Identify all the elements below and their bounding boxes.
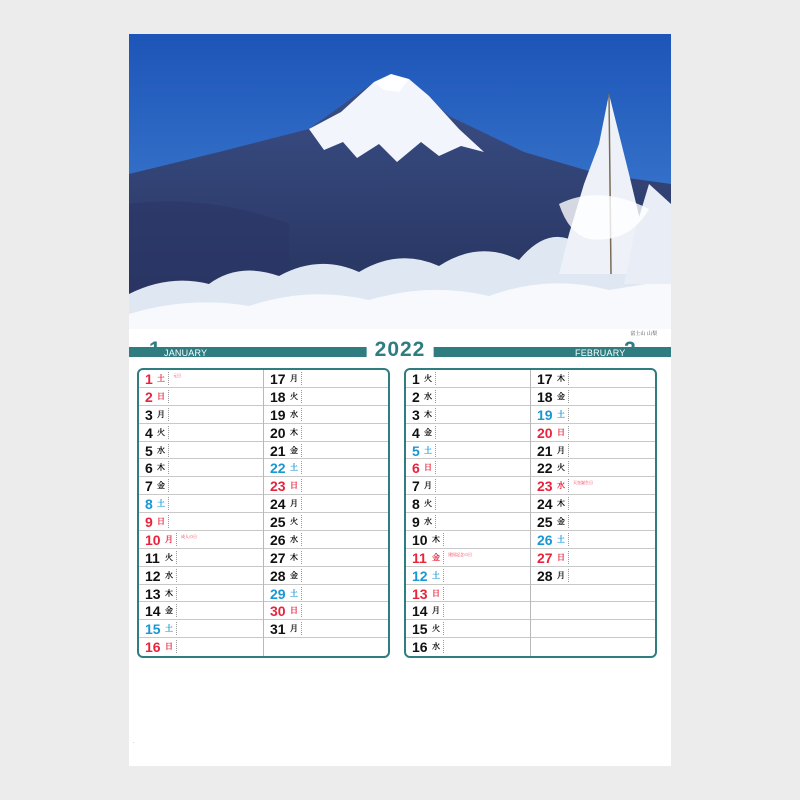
weekday-label: 木 — [165, 588, 173, 598]
february-column-2 — [531, 370, 655, 656]
day-row — [406, 477, 530, 495]
day-number: 28 — [537, 567, 553, 584]
rokuyo-marks — [301, 461, 304, 474]
day-number: 11 — [412, 549, 427, 566]
day-row — [531, 495, 655, 513]
day-row — [406, 495, 530, 513]
rokuyo-marks — [568, 461, 571, 474]
day-row — [139, 424, 263, 442]
weekday-label: 土 — [424, 445, 432, 455]
day-row — [406, 459, 530, 477]
day-number: 26 — [537, 531, 553, 548]
day-row — [139, 388, 263, 406]
weekday-label: 月 — [290, 499, 298, 509]
day-number: 15 — [145, 621, 161, 638]
day-row — [264, 513, 388, 531]
day-number: 5 — [145, 442, 153, 459]
day-row — [264, 495, 388, 513]
rokuyo-marks — [168, 426, 171, 439]
rokuyo-marks — [301, 533, 304, 546]
weekday-label: 火 — [165, 552, 173, 562]
rokuyo-marks — [176, 640, 179, 653]
weekday-label: 土 — [157, 499, 165, 509]
day-number: 14 — [145, 603, 161, 620]
day-row — [406, 424, 530, 442]
weekday-label: 日 — [557, 427, 565, 437]
day-number: 14 — [412, 603, 428, 620]
weekday-label: 木 — [557, 499, 565, 509]
day-row — [264, 459, 388, 477]
photo-caption: 富士山 山梨 — [630, 331, 657, 337]
weekday-label: 水 — [557, 481, 565, 491]
rokuyo-marks — [301, 372, 304, 385]
day-row — [139, 477, 263, 495]
weekday-label: 土 — [165, 624, 173, 634]
holiday-note: 成人の日 — [181, 533, 197, 539]
weekday-label: 水 — [424, 391, 432, 401]
weekday-label: 月 — [165, 534, 173, 544]
day-number: 11 — [145, 549, 160, 566]
day-number: 2 — [145, 388, 153, 405]
rokuyo-marks — [568, 569, 571, 582]
rokuyo-marks — [435, 426, 438, 439]
rokuyo-marks — [176, 604, 179, 617]
rokuyo-marks — [568, 479, 571, 492]
rokuyo-marks — [443, 622, 446, 635]
weekday-label: 金 — [290, 570, 298, 580]
day-row — [139, 370, 263, 388]
rokuyo-marks — [301, 622, 304, 635]
day-number: 8 — [412, 496, 420, 513]
weekday-label: 金 — [157, 481, 165, 491]
day-row — [531, 638, 655, 656]
weekday-label: 月 — [557, 445, 565, 455]
weekday-label: 火 — [432, 624, 440, 634]
day-row — [264, 549, 388, 567]
weekday-label: 月 — [424, 481, 432, 491]
weekday-label: 水 — [165, 570, 173, 580]
rokuyo-marks — [568, 426, 571, 439]
day-number: 10 — [412, 531, 428, 548]
day-number: 20 — [537, 424, 553, 441]
weekday-label: 日 — [557, 552, 565, 562]
weekday-label: 日 — [432, 588, 440, 598]
day-number: 26 — [270, 531, 286, 548]
day-row — [531, 424, 655, 442]
day-row — [531, 370, 655, 388]
day-row — [264, 602, 388, 620]
day-row — [406, 585, 530, 603]
day-row — [406, 638, 530, 656]
day-row — [139, 620, 263, 638]
weekday-label: 月 — [432, 606, 440, 616]
day-row — [531, 531, 655, 549]
day-row — [264, 585, 388, 603]
rokuyo-marks — [568, 533, 571, 546]
day-number: 18 — [537, 388, 553, 405]
rokuyo-marks — [568, 372, 571, 385]
day-number: 2 — [412, 388, 420, 405]
rokuyo-marks — [168, 461, 171, 474]
weekday-label: 水 — [157, 445, 165, 455]
rokuyo-marks — [435, 479, 438, 492]
mountain-landscape-image — [129, 34, 671, 329]
rokuyo-marks — [301, 551, 304, 564]
weekday-label: 日 — [157, 517, 165, 526]
day-row — [139, 406, 263, 424]
weekday-label: 土 — [557, 409, 565, 419]
rokuyo-marks — [168, 479, 171, 492]
weekday-label: 火 — [290, 517, 298, 526]
rokuyo-marks — [176, 551, 179, 564]
day-row — [406, 620, 530, 638]
rokuyo-marks — [301, 604, 304, 617]
day-number: 21 — [270, 442, 286, 459]
day-row — [139, 602, 263, 620]
day-row — [139, 549, 263, 567]
day-row — [406, 531, 530, 549]
day-row — [406, 406, 530, 424]
day-row — [531, 477, 655, 495]
rokuyo-marks — [176, 622, 179, 635]
rokuyo-marks — [168, 372, 171, 385]
day-number: 25 — [537, 514, 553, 530]
day-row — [406, 370, 530, 388]
day-row — [531, 585, 655, 603]
weekday-label: 火 — [157, 427, 165, 437]
rokuyo-marks — [176, 569, 179, 582]
right-month-number: 2 — [624, 338, 636, 361]
day-row — [139, 531, 263, 549]
day-row — [264, 477, 388, 495]
day-row — [139, 459, 263, 477]
rokuyo-marks — [301, 587, 304, 600]
rokuyo-marks — [301, 479, 304, 492]
weekday-label: 火 — [424, 499, 432, 509]
day-number: 31 — [270, 621, 286, 638]
rokuyo-marks — [568, 444, 571, 457]
weekday-label: 火 — [424, 374, 432, 383]
rokuyo-marks — [435, 444, 438, 457]
day-number: 4 — [145, 424, 153, 441]
day-row — [531, 406, 655, 424]
weekday-label: 月 — [290, 624, 298, 634]
weekday-label: 金 — [557, 517, 565, 526]
day-number: 16 — [145, 639, 161, 656]
weekday-label: 火 — [290, 391, 298, 401]
weekday-label: 木 — [290, 552, 298, 562]
day-row — [531, 442, 655, 460]
rokuyo-marks — [443, 533, 446, 546]
day-number: 27 — [537, 549, 553, 566]
day-number: 1 — [412, 371, 420, 387]
day-row — [264, 370, 388, 388]
rokuyo-marks — [443, 569, 446, 582]
day-row — [139, 513, 263, 531]
day-number: 9 — [412, 514, 420, 530]
day-number: 17 — [270, 371, 286, 387]
rokuyo-marks — [168, 408, 171, 421]
day-number: 5 — [412, 442, 420, 459]
day-row — [264, 638, 388, 656]
weekday-label: 水 — [290, 409, 298, 419]
day-row — [531, 513, 655, 531]
day-number: 12 — [145, 567, 161, 584]
day-number: 7 — [145, 478, 153, 495]
day-row — [531, 459, 655, 477]
weekday-label: 月 — [290, 374, 298, 383]
day-row — [406, 549, 530, 567]
day-row — [406, 513, 530, 531]
weekday-label: 火 — [557, 463, 565, 473]
day-row — [139, 442, 263, 460]
day-row — [264, 388, 388, 406]
weekday-label: 木 — [424, 409, 432, 419]
month-header-band — [129, 338, 671, 360]
holiday-note: 天皇誕生日 — [573, 480, 593, 486]
rokuyo-marks — [568, 551, 571, 564]
weekday-label: 木 — [557, 374, 565, 383]
january-grid — [137, 368, 390, 658]
day-number: 23 — [270, 478, 286, 495]
rokuyo-marks — [443, 551, 446, 564]
day-number: 29 — [270, 585, 286, 602]
weekday-label: 日 — [165, 642, 173, 652]
rokuyo-marks — [435, 515, 438, 528]
day-number: 19 — [270, 406, 286, 423]
day-number: 23 — [537, 478, 553, 495]
day-number: 16 — [412, 639, 428, 656]
day-row — [139, 585, 263, 603]
rokuyo-marks — [168, 390, 171, 403]
weekday-label: 金 — [290, 445, 298, 455]
day-number: 24 — [537, 496, 553, 513]
weekday-label: 土 — [157, 374, 165, 383]
weekday-label: 月 — [557, 570, 565, 580]
rokuyo-marks — [176, 587, 179, 600]
weekday-label: 水 — [290, 534, 298, 544]
rokuyo-marks — [301, 515, 304, 528]
day-row — [139, 495, 263, 513]
day-row — [406, 442, 530, 460]
right-month-name: FEBRUARY — [575, 348, 626, 358]
day-number: 17 — [537, 371, 553, 387]
day-number: 1 — [145, 371, 153, 387]
day-number: 24 — [270, 496, 286, 513]
rokuyo-marks — [168, 497, 171, 510]
weekday-label: 水 — [432, 642, 440, 652]
day-number: 18 — [270, 388, 286, 405]
day-number: 8 — [145, 496, 153, 513]
day-row — [531, 549, 655, 567]
weekday-label: 日 — [290, 481, 298, 491]
rokuyo-marks — [168, 515, 171, 528]
day-number: 3 — [145, 406, 153, 423]
day-number: 21 — [537, 442, 553, 459]
rokuyo-marks — [435, 497, 438, 510]
rokuyo-marks — [443, 640, 446, 653]
day-row — [531, 620, 655, 638]
day-row — [264, 620, 388, 638]
day-number: 15 — [412, 621, 428, 638]
weekday-label: 日 — [424, 463, 432, 473]
rokuyo-marks — [568, 390, 571, 403]
mount-fuji-photo — [129, 34, 671, 329]
day-number: 22 — [537, 460, 553, 477]
weekday-label: 水 — [424, 517, 432, 526]
february-column-1 — [406, 370, 531, 656]
rokuyo-marks — [176, 533, 179, 546]
page-mark: · — [133, 740, 135, 746]
rokuyo-marks — [301, 444, 304, 457]
january-column-2 — [264, 370, 388, 656]
february-grid — [404, 368, 657, 658]
day-number: 13 — [412, 585, 428, 602]
holiday-note: 建国記念の日 — [448, 551, 472, 557]
weekday-label: 金 — [557, 391, 565, 401]
weekday-label: 土 — [557, 534, 565, 544]
rokuyo-marks — [443, 604, 446, 617]
rokuyo-marks — [443, 587, 446, 600]
left-month-number: 1 — [149, 338, 161, 361]
day-number: 6 — [412, 460, 420, 477]
rokuyo-marks — [568, 408, 571, 421]
january-column-1 — [139, 370, 264, 656]
day-row — [139, 638, 263, 656]
weekday-label: 土 — [290, 588, 298, 598]
weekday-label: 日 — [157, 391, 165, 401]
day-number: 12 — [412, 567, 428, 584]
calendar-sheet — [129, 34, 671, 766]
rokuyo-marks — [568, 497, 571, 510]
rokuyo-marks — [568, 515, 571, 528]
day-row — [264, 424, 388, 442]
weekday-label: 月 — [157, 409, 165, 419]
weekday-label: 日 — [290, 606, 298, 616]
weekday-label: 金 — [432, 552, 440, 562]
day-number: 13 — [145, 585, 161, 602]
rokuyo-marks — [435, 408, 438, 421]
day-row — [406, 388, 530, 406]
weekday-label: 金 — [424, 427, 432, 437]
day-row — [531, 567, 655, 585]
day-row — [406, 567, 530, 585]
day-number: 9 — [145, 514, 153, 530]
day-number: 22 — [270, 460, 286, 477]
day-number: 6 — [145, 460, 153, 477]
day-number: 25 — [270, 514, 286, 530]
weekday-label: 木 — [290, 427, 298, 437]
day-row — [264, 531, 388, 549]
day-row — [406, 602, 530, 620]
day-number: 19 — [537, 406, 553, 423]
day-number: 20 — [270, 424, 286, 441]
rokuyo-marks — [301, 569, 304, 582]
day-row — [264, 567, 388, 585]
day-number: 10 — [145, 531, 161, 548]
weekday-label: 木 — [432, 534, 440, 544]
rokuyo-marks — [435, 372, 438, 385]
rokuyo-marks — [301, 408, 304, 421]
day-number: 30 — [270, 603, 286, 620]
rokuyo-marks — [301, 497, 304, 510]
rokuyo-marks — [435, 390, 438, 403]
day-row — [264, 406, 388, 424]
rokuyo-marks — [301, 426, 304, 439]
rokuyo-marks — [435, 461, 438, 474]
weekday-label: 金 — [165, 606, 173, 616]
day-number: 3 — [412, 406, 420, 423]
weekday-label: 土 — [432, 570, 440, 580]
weekday-label: 木 — [157, 463, 165, 473]
calendar-year: 2022 — [367, 339, 434, 361]
left-month-name: JANUARY — [164, 348, 208, 358]
holiday-note: 元日 — [173, 373, 181, 378]
weekday-label: 土 — [290, 463, 298, 473]
rokuyo-marks — [301, 390, 304, 403]
day-number: 4 — [412, 424, 420, 441]
day-row — [139, 567, 263, 585]
day-number: 7 — [412, 478, 420, 495]
day-row — [531, 602, 655, 620]
rokuyo-marks — [168, 444, 171, 457]
day-number: 27 — [270, 549, 286, 566]
day-row — [531, 388, 655, 406]
day-row — [264, 442, 388, 460]
day-number: 28 — [270, 567, 286, 584]
